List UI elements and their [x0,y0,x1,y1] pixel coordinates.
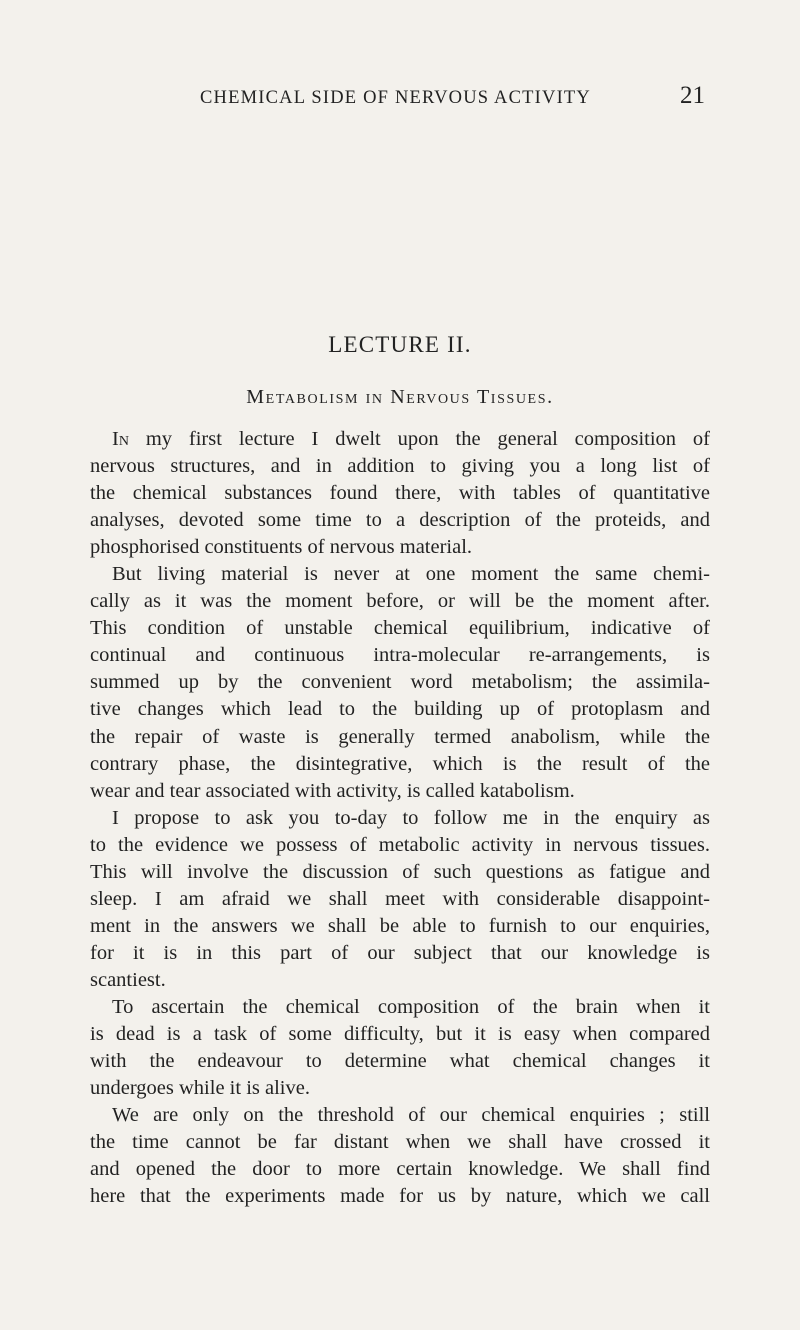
text-line: to the evidence we possess of metabolic activity in nervous tissues. [90,833,710,856]
text-line: But living material is never at one moment the same chemi- [112,563,710,586]
paragraph-4 [90,994,710,1102]
text-line: undergoes while it is alive. [90,1077,310,1100]
text-line: here that the experiments made for us by nature, which we call [90,1185,710,1208]
text-line: phosphorised constituents of nervous material. [90,536,473,559]
text-line: contrary phase, the disintegrative, which is the result of the [90,752,710,775]
text-line: To ascertain the chemical composition of the brain when it [112,995,710,1018]
paragraph-1 [90,426,710,561]
text-line: tive changes which lead to the building up of protoplasm and [90,698,710,721]
lecture-title: LECTURE II. [328,332,472,357]
text-line: nervous structures, and in addition to giving you a long list of [90,455,710,478]
text-line: and opened the door to more certain knowledge. We shall find [90,1158,710,1181]
paragraph-3 [90,805,710,994]
paragraph-2 [90,561,710,804]
text-line: analyses, devoted some time to a description of the proteids, and [90,509,710,532]
body-text [90,426,710,1210]
text-line: scantiest. [90,968,166,991]
section-title: Metabolism in Nervous Tissues. [246,386,554,408]
text-line: This will involve the discussion of such questions as fatigue and [90,860,710,883]
text-line: is dead is a task of some difficulty, but it is easy when compared [90,1023,710,1046]
lead-word: In [112,428,129,450]
running-title: CHEMICAL SIDE OF NERVOUS ACTIVITY [200,88,591,108]
text-line: wear and tear associated with activity, is called katabolism. [90,779,575,802]
text-line: I propose to ask you to-day to follow me in the enquiry as [112,806,710,829]
text-line: the chemical substances found there, with tables of quantitative [90,482,710,505]
text-line: cally as it was the moment before, or will be the moment after. [90,590,710,613]
text-line: with the endeavour to determine what chemical changes it [90,1050,710,1073]
text-line: for it is in this part of our subject that our knowledge is [90,941,710,964]
text-line [90,426,710,453]
running-head [145,82,705,112]
page-number: 21 [680,82,705,109]
paragraph-5 [90,1102,710,1210]
text-line: summed up by the convenient word metabolism; the assimila- [90,671,710,694]
text-line: the time cannot be far distant when we shall have crossed it [90,1131,710,1154]
text-line: ment in the answers we shall be able to furnish to our enquiries, [90,914,710,937]
text-line: sleep. I am afraid we shall meet with considerable disappoint- [90,887,710,910]
text-line: continual and continuous intra-molecular re-arrangements, is [90,644,710,667]
text-line: This condition of unstable chemical equilibrium, indicative of [90,617,710,640]
text-line: the repair of waste is generally termed anabolism, while the [90,725,710,748]
text-line: We are only on the threshold of our chemical enquiries ; still [112,1104,710,1127]
line-rest: my first lecture I dwelt upon the general composition of [128,428,710,450]
